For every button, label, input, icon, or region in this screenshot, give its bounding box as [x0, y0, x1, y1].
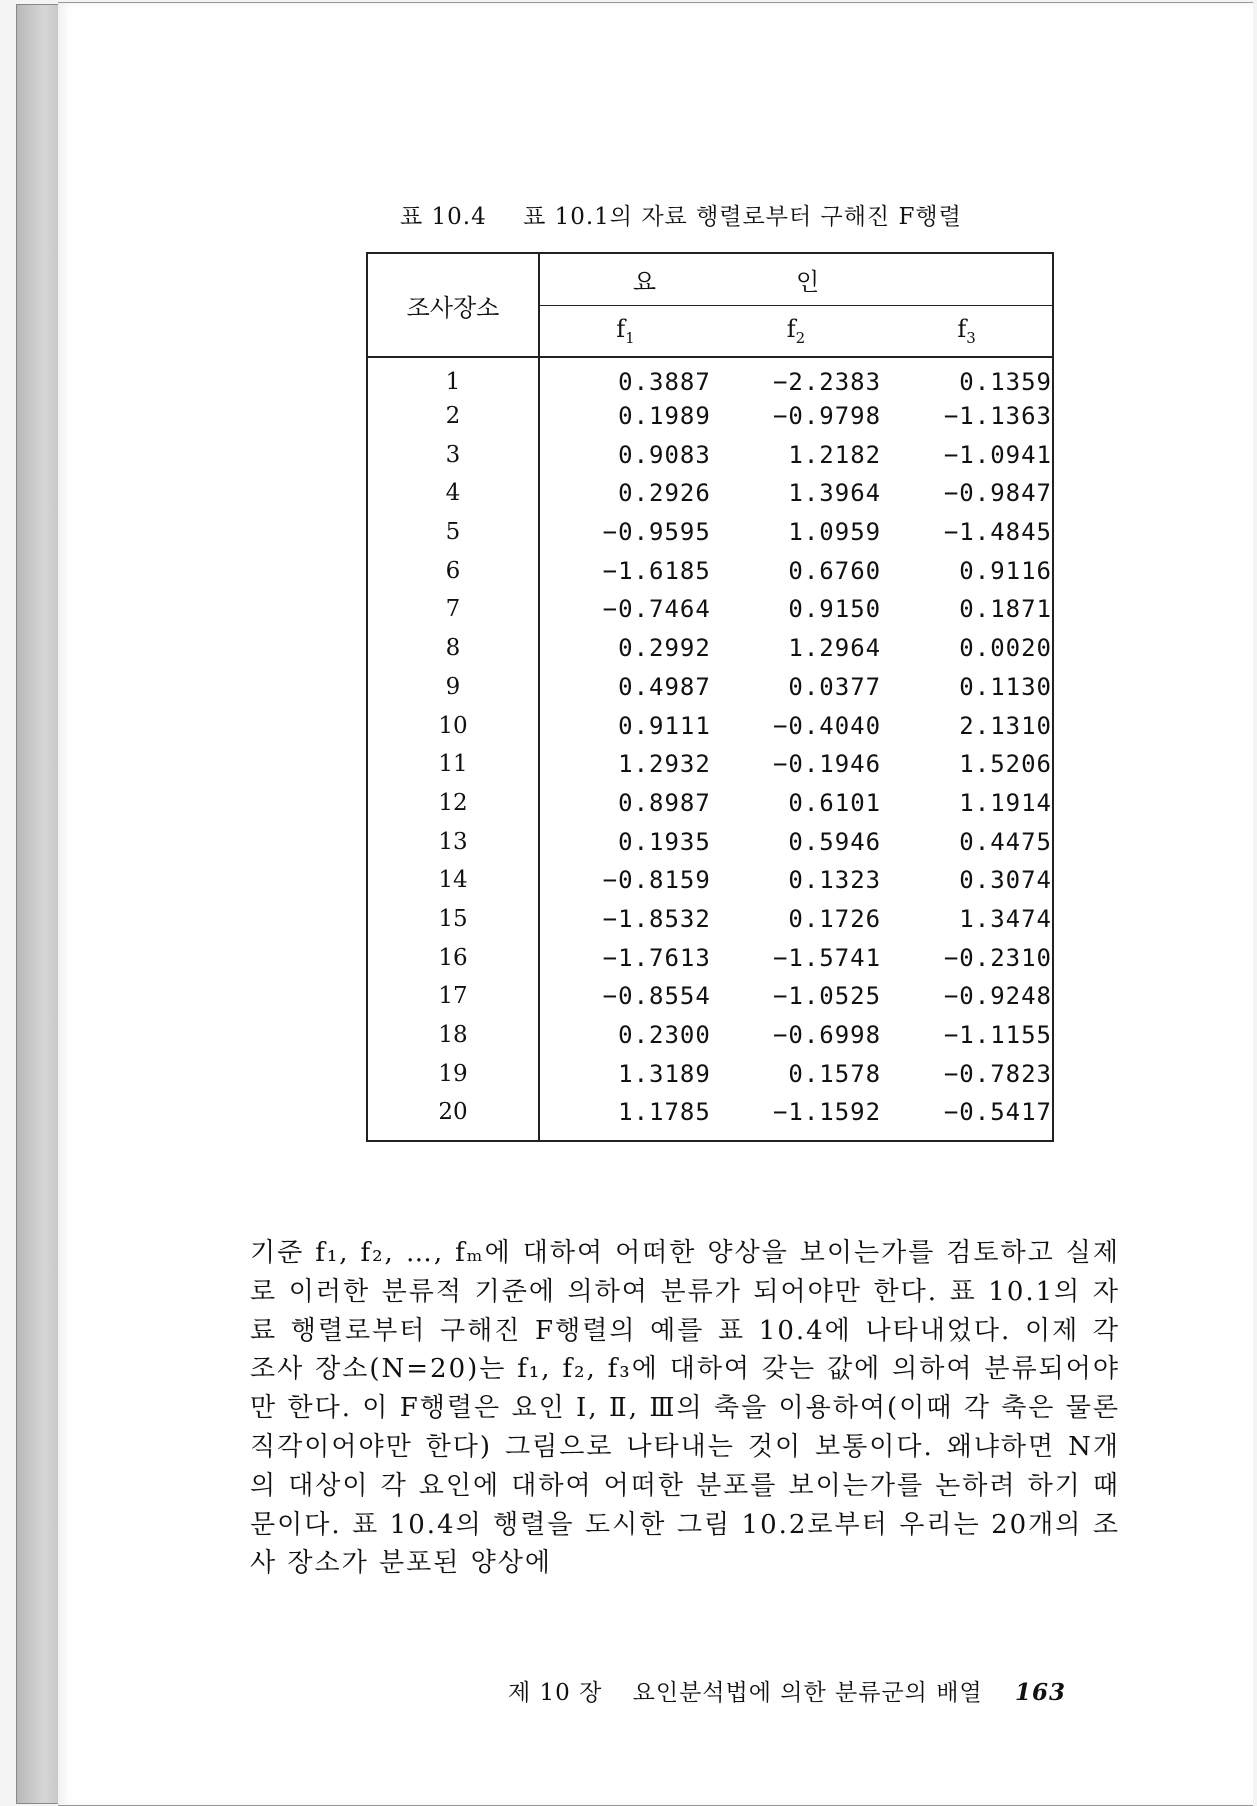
- f2-cell: 0.9150: [788, 595, 882, 624]
- f1-cell: 1.3189: [618, 1059, 711, 1088]
- f2-cell: 0.5946: [788, 827, 882, 856]
- f3-cell: 2.1310: [959, 711, 1052, 740]
- site-cell: 11: [367, 745, 539, 784]
- f1-cell: −0.8554: [602, 982, 711, 1011]
- site-cell: 13: [367, 822, 539, 861]
- f1-cell: 0.2300: [618, 1021, 711, 1050]
- site-column-header: 조사장소: [367, 253, 539, 357]
- f1-cell: 1.2932: [618, 750, 711, 779]
- table-row: [367, 900, 1053, 939]
- f3-cell: 0.1359: [959, 368, 1052, 397]
- table-row: [367, 784, 1053, 823]
- table-row: [367, 397, 1053, 436]
- site-cell: 15: [367, 900, 539, 939]
- f3-cell: −1.1155: [943, 1021, 1052, 1050]
- table-row: [367, 1054, 1053, 1093]
- f3-cell: −0.2310: [943, 943, 1052, 972]
- table-row: [367, 435, 1053, 474]
- f2-cell: −1.0525: [772, 982, 882, 1011]
- f2-cell: −0.9798: [772, 402, 882, 431]
- table-row: [367, 590, 1053, 629]
- f1-cell: 0.8987: [618, 788, 711, 817]
- f1-cell: 0.4987: [618, 672, 711, 701]
- f3-cell: −0.7823: [943, 1059, 1052, 1088]
- f2-cell: −0.1946: [772, 750, 882, 779]
- f2-cell: −1.5741: [772, 943, 882, 972]
- body-paragraph: 기준 f₁, f₂, …, fₘ에 대하여 어떠한 양상을 보이는가를 검토하고 실제로 이러한 분류적 기준에 의하여 분류가 되어야만 한다. 표 10.1의 자료 행렬로부터 구해진 F행렬의 예를 표 10.4에 나타내었다. 이제 각 조사 장소(N=20)는 f₁, f₂, f₃에 대하여 갖는 값에 의하여 분류되어야만 한다. 이 F행렬은 요인 Ⅰ, Ⅱ, Ⅲ의 축을 이용하여(이때 각 축은 물론 직각이어야만 한다) 그림으로 나타내는 것이 보통이다. 왜냐하면 N개의 대상이 각 요인에 대하여 어떠한 분포를 보이는가를 논하려 하기 때문이다. 표 10.4의 행렬을 도시한 그림 10.2로부터 우리는 20개의 조사 장소가 분포된 양상에: [250, 1238, 1120, 1579]
- table-row: [367, 706, 1053, 745]
- f3-cell: 0.3074: [959, 866, 1052, 895]
- site-cell: 5: [367, 513, 539, 552]
- f1-cell: −1.7613: [602, 943, 711, 972]
- site-cell: 1: [367, 357, 539, 397]
- site-cell: 16: [367, 938, 539, 977]
- f2-cell: 0.6101: [788, 788, 882, 817]
- body-text: [250, 1234, 1120, 1583]
- table-row: [367, 745, 1053, 784]
- f1-cell: 1.1785: [618, 1098, 711, 1127]
- footer-chapter-title: 요인분석법에 의한 분류군의 배열: [632, 1680, 983, 1706]
- footer-chapter: 제 10 장: [508, 1680, 603, 1706]
- site-cell: 17: [367, 977, 539, 1016]
- f2-cell: 1.3964: [788, 479, 882, 508]
- site-cell: 19: [367, 1054, 539, 1093]
- f1-cell: −1.8532: [602, 904, 711, 933]
- f2-cell: 1.2182: [788, 440, 882, 469]
- f1-cell: 0.9111: [618, 711, 711, 740]
- f2-cell: 1.2964: [788, 634, 882, 663]
- factor-column-header-f1: $f_1$: [539, 305, 711, 357]
- site-cell: 4: [367, 474, 539, 513]
- f3-cell: −0.5417: [943, 1098, 1052, 1127]
- f3-cell: 0.1130: [959, 672, 1052, 701]
- table-body: [367, 357, 1053, 1141]
- f1-cell: −0.7464: [602, 595, 711, 624]
- site-cell: 9: [367, 668, 539, 707]
- site-cell: 3: [367, 435, 539, 474]
- f1-cell: 0.1989: [618, 402, 711, 431]
- f3-cell: 1.3474: [959, 904, 1052, 933]
- f2-cell: 0.1578: [788, 1059, 882, 1088]
- table-caption: [400, 198, 1020, 231]
- f1-cell: 0.1935: [618, 827, 711, 856]
- f2-cell: 0.0377: [788, 672, 882, 701]
- f3-cell: 0.1871: [959, 595, 1052, 624]
- f1-cell: 0.2992: [618, 634, 711, 663]
- f3-cell: 1.5206: [959, 750, 1052, 779]
- table-row: [367, 668, 1053, 707]
- f3-cell: 0.0020: [959, 634, 1052, 663]
- site-cell: 20: [367, 1093, 539, 1141]
- site-cell: 10: [367, 706, 539, 745]
- table-row: [367, 1093, 1053, 1141]
- table-row: [367, 861, 1053, 900]
- table-caption-label: 표 10.4: [400, 204, 487, 230]
- page-footer: [508, 1674, 1088, 1707]
- table-row: [367, 977, 1053, 1016]
- f2-cell: −1.1592: [772, 1098, 882, 1127]
- factor-group-header: 요인: [539, 253, 1053, 305]
- f2-cell: 0.1726: [788, 904, 882, 933]
- book-spine: [16, 4, 64, 1804]
- f1-cell: −0.9595: [602, 518, 711, 547]
- f3-cell: −1.0941: [943, 440, 1052, 469]
- page-number: 163: [1014, 1679, 1066, 1706]
- f3-cell: 0.9116: [959, 556, 1052, 585]
- factor-column-header-f2: $f_2$: [711, 305, 881, 357]
- f2-cell: −0.6998: [772, 1021, 882, 1050]
- table-row: [367, 513, 1053, 552]
- f1-cell: −0.8159: [602, 866, 711, 895]
- table-row: [367, 822, 1053, 861]
- table-row: [367, 938, 1053, 977]
- f2-cell: −0.4040: [772, 711, 882, 740]
- site-cell: 8: [367, 629, 539, 668]
- site-cell: 18: [367, 1016, 539, 1055]
- site-cell: 2: [367, 397, 539, 436]
- site-cell: 14: [367, 861, 539, 900]
- f2-cell: 1.0959: [788, 518, 882, 547]
- f3-cell: 1.1914: [959, 788, 1052, 817]
- f3-cell: −1.4845: [943, 518, 1052, 547]
- f1-cell: −1.6185: [602, 556, 711, 585]
- factor-column-header-f3: $f_3$: [881, 305, 1053, 357]
- f1-cell: 0.2926: [618, 479, 711, 508]
- f3-cell: −1.1363: [943, 402, 1052, 431]
- table-row: [367, 1016, 1053, 1055]
- table-row: [367, 551, 1053, 590]
- f1-cell: 0.3887: [618, 368, 711, 397]
- f2-cell: −2.2383: [772, 368, 882, 397]
- f1-cell: 0.9083: [618, 440, 711, 469]
- site-cell: 7: [367, 590, 539, 629]
- f3-cell: −0.9847: [943, 479, 1052, 508]
- f3-cell: −0.9248: [943, 982, 1052, 1011]
- table-row: [367, 357, 1053, 397]
- f3-cell: 0.4475: [959, 827, 1052, 856]
- f2-cell: 0.1323: [788, 866, 882, 895]
- table-caption-text: 표 10.1의 자료 행렬로부터 구해진 F행렬: [523, 204, 962, 230]
- site-cell: 12: [367, 784, 539, 823]
- site-cell: 6: [367, 551, 539, 590]
- table-row: [367, 474, 1053, 513]
- table-row: [367, 629, 1053, 668]
- f2-cell: 0.6760: [788, 556, 882, 585]
- f-matrix-table: [366, 252, 1054, 1142]
